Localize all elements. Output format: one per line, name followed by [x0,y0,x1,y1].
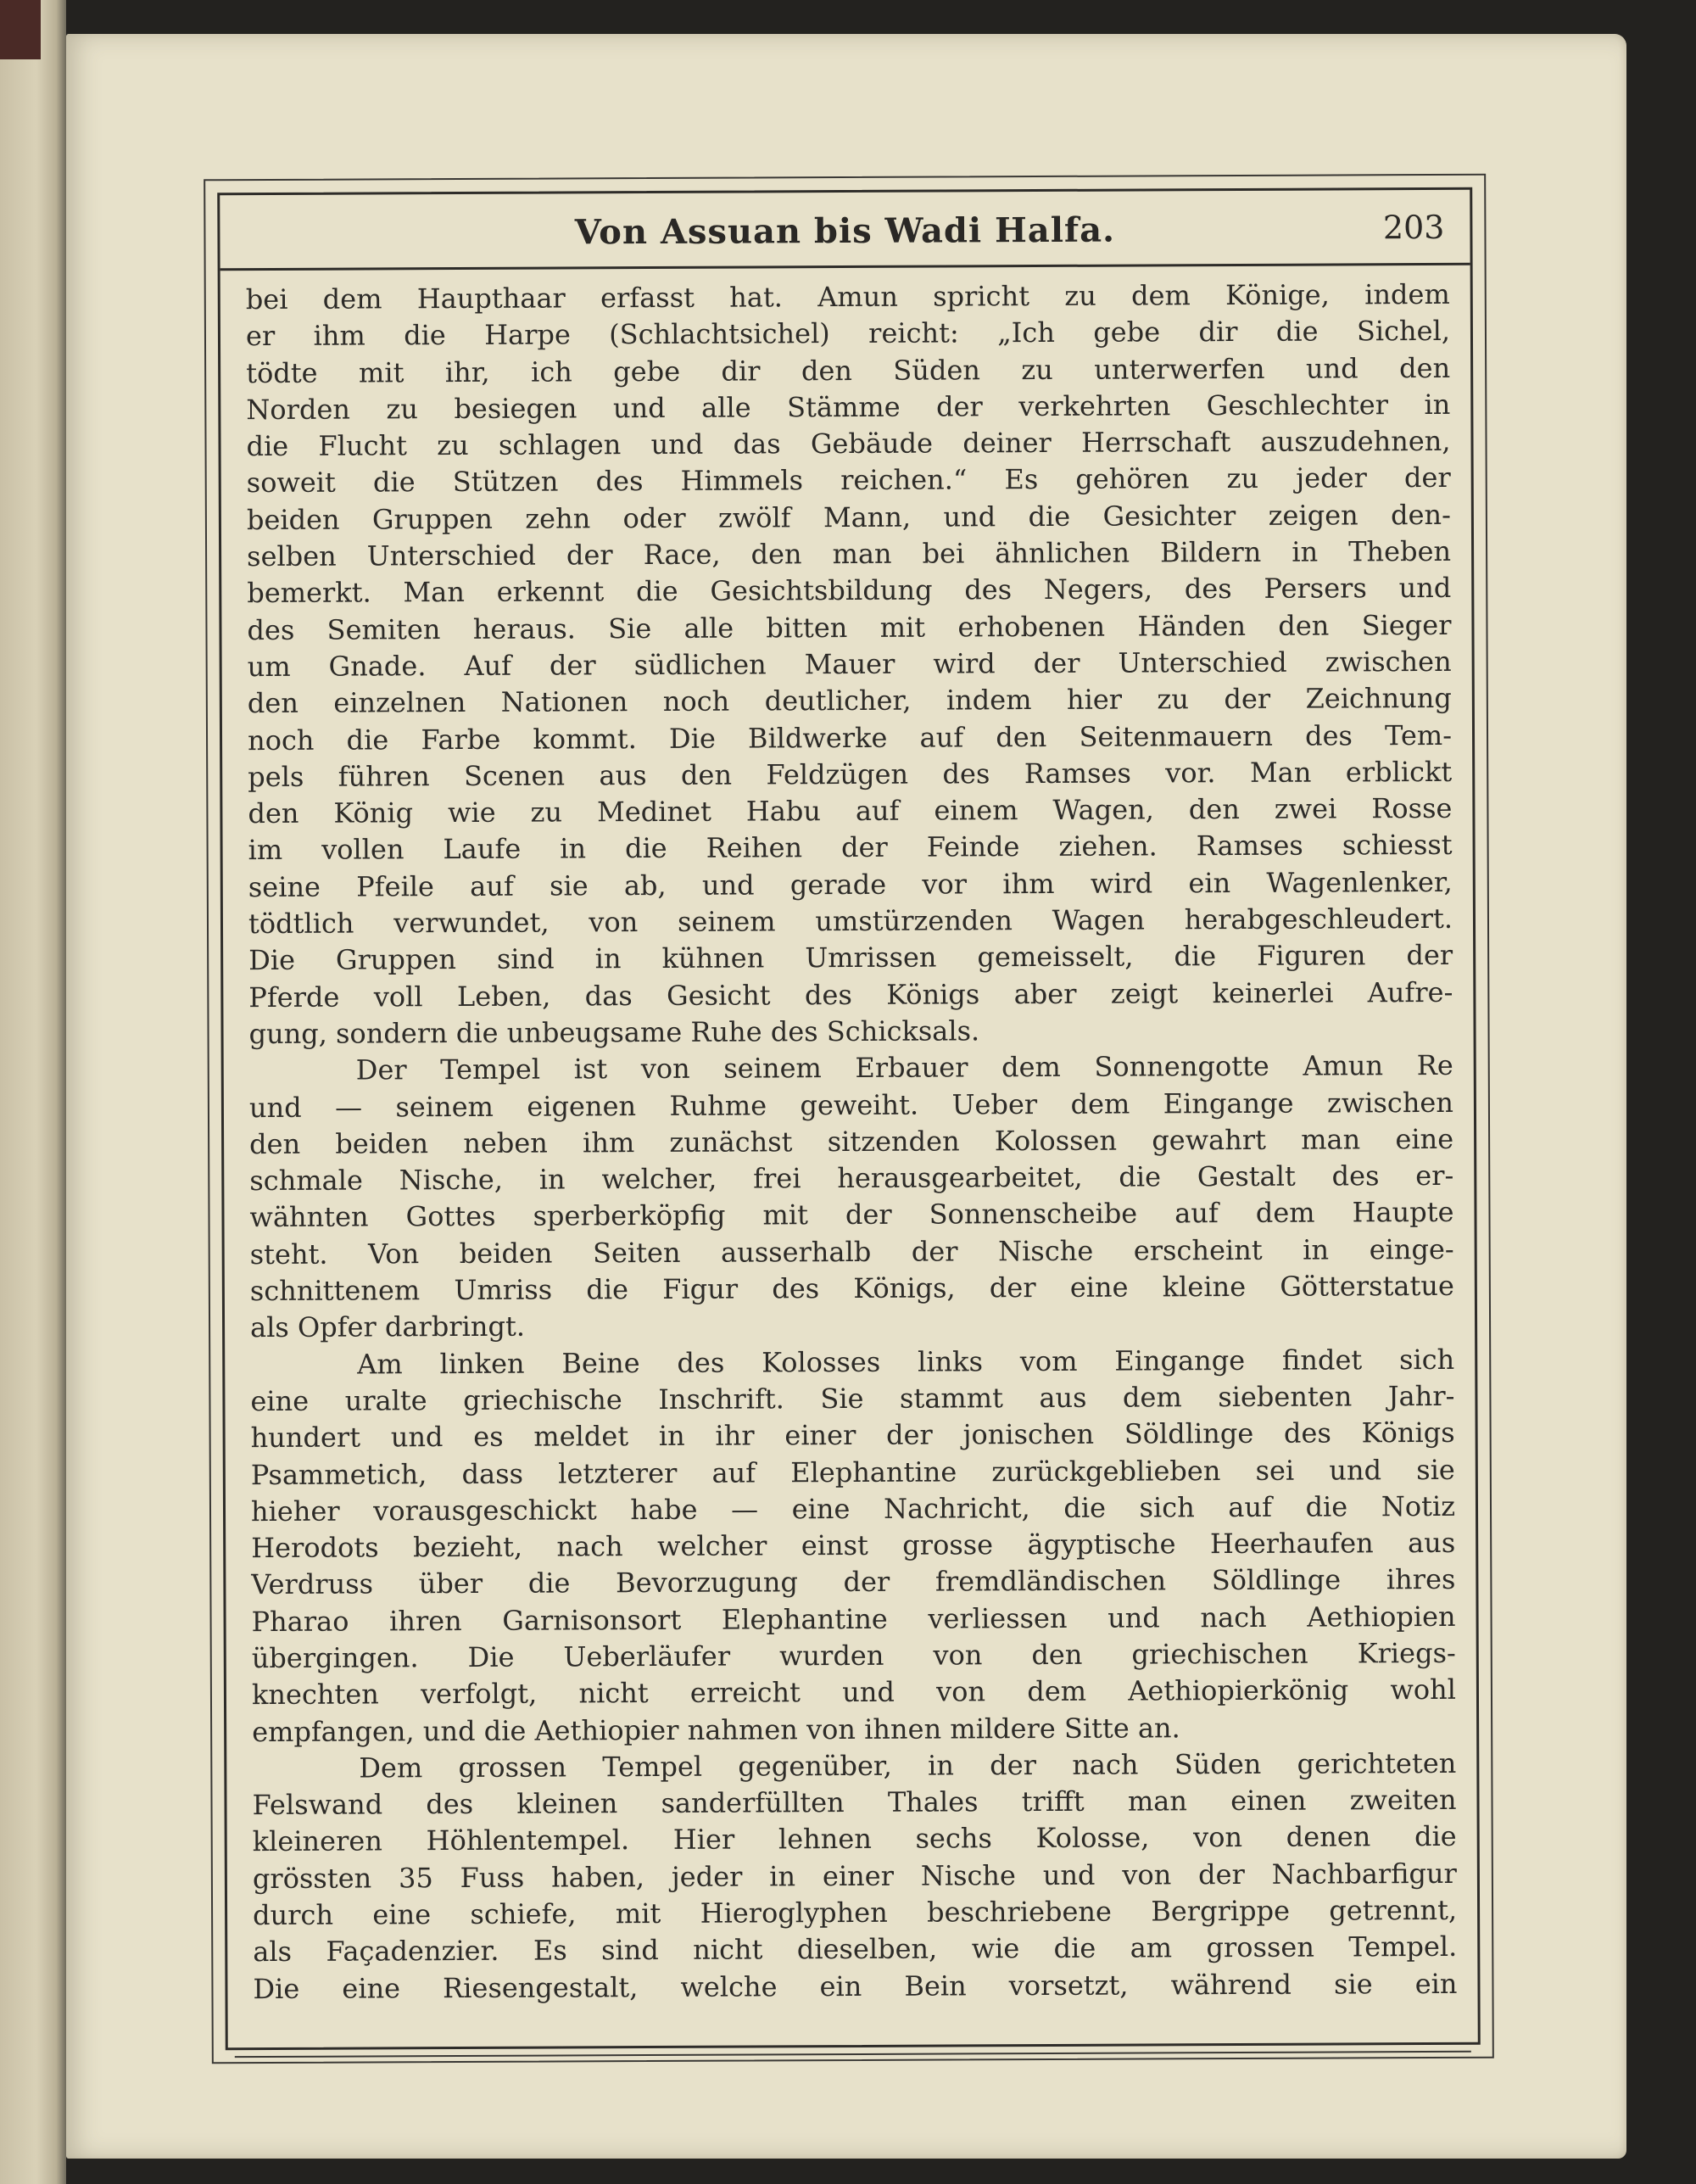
text-line: des Semiten heraus. Sie alle bitten mit erhobenen Händen den Sieger [247,608,1452,646]
book-spine [0,0,41,59]
text-line: als Opfer darbringt. [249,1310,526,1344]
text-line: Pharao ihren Garnisonsort Elephantine verliessen und nach Aethiopien [251,1600,1456,1638]
text-line: noch die Farbe kommt. Die Bildwerke auf den Seitenmauern des Tem- [247,718,1453,757]
text-line: bei dem Haupthaar erfasst hat. Amun spricht zu dem Könige, indem [245,277,1450,316]
text-line: Der Tempel ist von seinem Erbauer dem Sonnengotte Amun Re [355,1049,1453,1086]
book-page [66,34,1626,2159]
text-line: steht. Von beiden Seiten ausserhalb der Nische erscheint in einge- [249,1232,1454,1271]
text-line: den beiden neben ihm zunächst sitzenden Kolossen gewahrt man eine [249,1122,1454,1160]
text-line: den einzelnen Nationen noch deutlicher, indem hier zu der Zeichnung [247,682,1452,720]
text-line: Pferde voll Leben, das Gesicht des Königs aber zeigt keinerlei Aufre- [248,975,1453,1014]
text-line: Die Gruppen sind in kühnen Umrissen gemeisselt, die Figuren der [248,939,1453,977]
text-line: den König wie zu Medinet Habu auf einem Wagen, den zwei Rosse [248,792,1453,830]
text-line: selben Unterschied der Race, den man bei ähnlichen Bildern in Theben [247,534,1452,573]
text-line: und — seinem eigenen Ruhme geweiht. Ueber dem Eingange zwischen [248,1086,1454,1124]
text-line: tödte mit ihr, ich gebe dir den Süden zu unterwerfen und den [246,351,1451,389]
body-text [246,276,1458,2008]
page-border-frame [204,174,1494,2064]
text-line: pels führen Scenen aus den Feldzügen des Ramses vor. Man erblickt [248,755,1453,793]
running-head-title: Von Assuan bis Wadi Halfa. [574,209,1116,253]
text-line: knechten verfolgt, nicht erreicht und von dem Aethiopierkönig wohl [251,1673,1457,1712]
page-number: 203 [1382,208,1445,247]
text-line: Am linken Beine des Kolosses links vom Eingange findet sich [357,1343,1455,1381]
text-line: schnittenem Umriss die Figur des Königs, der eine kleine Götterstatue [249,1269,1454,1308]
facing-page-edge [0,0,66,2184]
text-line: bemerkt. Man erkennt die Gesichtsbildung des Negers, des Persers und [247,572,1452,610]
text-line: Felswand des kleinen sanderfüllten Thales trifft man einen zweiten [252,1784,1457,1822]
text-line: im vollen Laufe in die Reihen der Feinde ziehen. Ramses schiesst [248,829,1453,867]
text-line: Psammetich, dass letzterer auf Elephantine zurückgeblieben sei und sie [250,1453,1455,1491]
text-line: eine uralte griechische Inschrift. Sie stammt aus dem siebenten Jahr- [250,1379,1455,1417]
text-line: Norden zu besiegen und alle Stämme der verkehrten Geschlechter in [246,388,1451,426]
text-line: seine Pfeile auf sie ab, und gerade vor ihm wird ein Wagenlenker, [248,865,1453,903]
running-head [220,190,1470,271]
text-line: Dem grossen Tempel gegenüber, in der nach Süden gerichteten [359,1746,1457,1785]
text-line: hieher vorausgeschickt habe — eine Nachricht, die sich auf die Notiz [250,1489,1456,1528]
text-line: übergingen. Die Ueberläufer wurden von den griechischen Kriegs- [251,1636,1456,1675]
text-line: um Gnade. Auf der südlichen Mauer wird der Unterschied zwischen [247,645,1452,684]
text-line: tödtlich verwundet, von seinem umstürzenden Wagen herabgeschleudert. [248,902,1453,941]
text-line: schmale Nische, in welcher, frei herausgearbeitet, die Gestalt des er- [249,1159,1454,1198]
text-line: als Façadenzier. Es sind nicht dieselben, wie die am grossen Tempel. [253,1930,1458,1969]
text-line: er ihm die Harpe (Schlachtsichel) reicht: „Ich gebe dir die Sichel, [245,315,1451,353]
text-line: kleineren Höhlentempel. Hier lehnen sechs Kolosse, von denen die [252,1820,1457,1858]
text-line: hundert und es meldet in ihr einer der jonischen Söldlinge des Königs [250,1416,1455,1455]
text-line: durch eine schiefe, mit Hieroglyphen beschriebene Bergrippe getrennt, [253,1893,1458,1932]
text-line: Verdruss über die Bevorzugung der fremdländischen Söldlinge ihres [251,1563,1456,1601]
text-line: grössten 35 Fuss haben, jeder in einer Nische und von der Nachbarfigur [252,1857,1457,1895]
page-border-inner [217,187,1481,2050]
text-line: Die eine Riesengestalt, welche ein Bein vorsetzt, während sie ein [253,1967,1458,2005]
text-line: gung, sondern die unbeugsame Ruhe des Schicksals. [248,1014,980,1051]
bottom-rule [235,2051,1471,2058]
text-line: die Flucht zu schlagen und das Gebäude deiner Herrschaft auszudehnen, [246,425,1451,463]
text-line: wähnten Gottes sperberköpfig mit der Sonnenscheibe auf dem Haupte [249,1196,1454,1234]
text-line: soweit die Stützen des Himmels reichen.“ Es gehören zu jeder der [246,461,1451,500]
text-line: Herodots bezieht, nach welcher einst grosse ägyptische Heerhaufen aus [251,1526,1456,1565]
text-line: beiden Gruppen zehn oder zwölf Mann, und die Gesichter zeigen den- [246,498,1451,536]
text-line: empfangen, und die Aethiopier nahmen von ihnen mildere Sitte an. [252,1711,1180,1748]
